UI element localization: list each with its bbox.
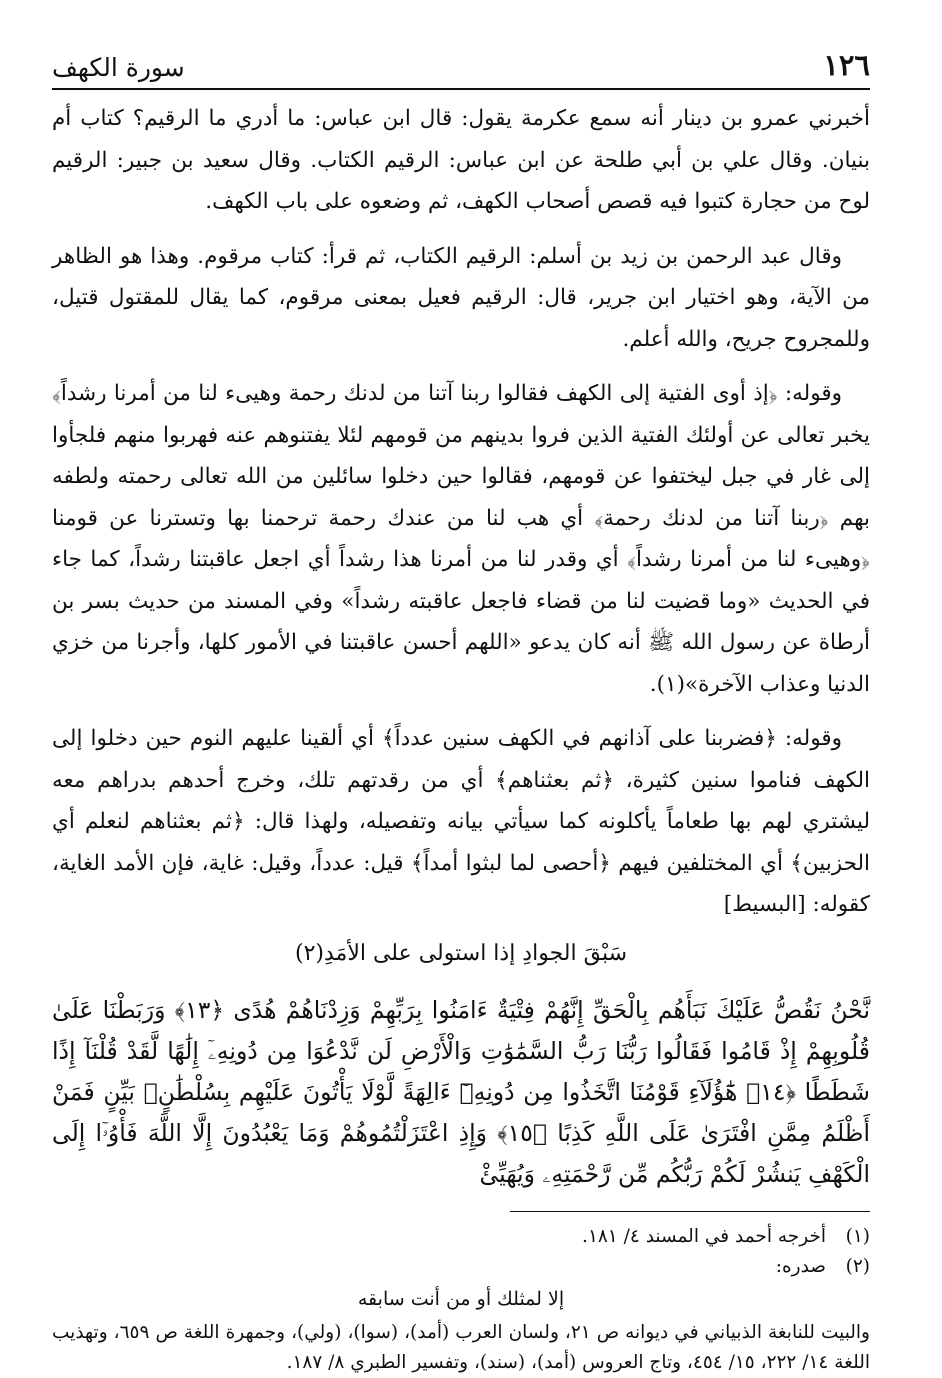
body-paragraph: وقوله: ﴿فضربنا على آذانهم في الكهف سنين عدداً﴾ أي ألقينا عليهم النوم حين دخلوا إلى الكهف فناموا سنين كثيرة، ﴿ثم بعثناهم﴾ أي من رقدتهم تلك، وخرج أحدهم بدراهم معه ليشتري لهم بها طعاماً يأكلونه كما سيأتي بيانه وتفصيله، ولهذا قال: ﴿ثم بعثناهم لنعلم أي الحزبين﴾ أي المختلفين فيهم ﴿أحصى لما لبثوا أمداً﴾ قيل: عدداً، وقيل: غاية، فإن الأمد الغاية، كقوله: [البسيط] xyxy=(52,726,870,917)
footnote-text: صدره: xyxy=(775,1255,826,1277)
footnote-divider xyxy=(510,1211,870,1212)
quran-verses: نَّحْنُ نَقُصُّ عَلَيْكَ نَبَأَهُم بِالْحَقِّ إِنَّهُمْ فِتْيَةٌ ءَامَنُوا بِرَبِّهِمْ وَزِدْنَاهُمْ هُدًى ﴿١٣﴾ وَرَبَطْنَا عَلَىٰ قُلُوبِهِمْ إِذْ قَامُوا فَقَالُوا رَبُّنَا رَبُّ السَّمَٰوَٰتِ وَالْأَرْضِ لَن نَّدْعُوَا مِن دُونِهِۦٓ إِلَٰهًا لَّقَدْ قُلْنَآ إِذًا شَطَطًا ﴿١٤﴾ هَٰٓؤُلَآءِ قَوْمُنَا اتَّخَذُوا مِن دُونِهِۦٓ ءَالِهَةً لَّوْلَا يَأْتُونَ عَلَيْهِم بِسُلْطَٰنٍۭ بَيِّنٍ فَمَنْ أَظْلَمُ مِمَّنِ افْتَرَىٰ عَلَى اللَّهِ كَذِبًا ﴿١٥﴾ وَإِذِ اعْتَزَلْتُمُوهُمْ وَمَا يَعْبُدُونَ إِلَّا اللَّهَ فَأْوُۥٓا إِلَى الْكَهْفِ يَنشُرْ لَكُمْ رَبُّكُم مِّن رَّحْمَتِهِۦ وَيُهَيِّئْ xyxy=(52,995,870,1188)
book-page xyxy=(52,38,870,1378)
body-paragraph: أخبرني عمرو بن دينار أنه سمع عكرمة يقول: قال ابن عباس: ما أدري ما الرقيم؟ كتاب أم بنيان. وقال علي بن أبي طلحة عن ابن عباس: الرقيم الكتاب. وقال سعيد بن جبير: الرقيم لوح من حجارة كتبوا فيه قصص أصحاب الكهف، ثم وضعوه على باب الكهف. xyxy=(52,106,870,214)
body-paragraph: وقال عبد الرحمن بن زيد بن أسلم: الرقيم الكتاب، ثم قرأ: كتاب مرقوم. وهذا هو الظاهر من الآية، وهو اختيار ابن جرير، قال: الرقيم فعيل بمعنى مرقوم، كما يقال للمقتول قتيل، وللمجروح جريح، والله أعلم. xyxy=(52,243,870,352)
page-number: ١٢٦ xyxy=(823,48,870,82)
body-paragraph: وقوله: ﴿إذ أوى الفتية إلى الكهف فقالوا ربنا آتنا من لدنك رحمة وهيىء لنا من أمرنا رشداً﴾ يخبر تعالى عن أولئك الفتية الذين فروا بدينهم من قومهم لئلا يفتنوهم عنه فهربوا منهم فلجأوا إلى غار في جبل ليختفوا عن قومهم، فقالوا حين دخلوا سائلين من الله تعالى رحمته ولطفه بهم ﴿ربنا آتنا من لدنك رحمة﴾ أي هب لنا من عندك رحمة ترحمنا بها وتسترنا عن قومنا ﴿وهيىء لنا من أمرنا رشداً﴾ أي وقدر لنا من أمرنا هذا رشداً أي اجعل عاقبتنا رشداً، كما جاء في الحديث «وما قضيت لنا من قضاء فاجعل عاقبته رشداً» وفي المسند من حديث بسر بن أرطاة عن رسول الله ﷺ أنه كان يدعو «اللهم أحسن عاقبتنا في الأمور كلها، وأجرنا من خزي الدنيا وعذاب الآخرة»(١). xyxy=(52,381,870,697)
footnote-number: (١) xyxy=(845,1225,870,1247)
footnote-paragraph: والبيت للنابغة الذبياني في ديوانه ص ٢١، ولسان العرب (أمد)، (سوا)، (ولي)، وجمهرة اللغة ص ٦٥٩، وتهذيب اللغة ١٤/ ٢٢٢، ١٥/ ٤٥٤، وتاج العروس (أمد)، (سند)، وتفسير الطبري ٨/ ١٨٧. xyxy=(52,1321,870,1373)
poetry-verse: سَبْقَ الجوادِ إذا استولى على الأمَدِ(٢) xyxy=(294,940,628,966)
footnote-text: أخرجه أحمد في المسند ٤/ ١٨١. xyxy=(582,1225,826,1247)
surah-title: سورة الكهف xyxy=(52,53,185,82)
footnote-number: (٢) xyxy=(845,1255,870,1277)
footnote-poetry-verse: إلا لمثلك أو من أنت سابقه xyxy=(357,1287,565,1310)
footnote-item xyxy=(52,1222,870,1252)
footnote-item xyxy=(52,1252,870,1282)
page-header xyxy=(52,38,870,90)
footnotes xyxy=(52,1222,870,1378)
